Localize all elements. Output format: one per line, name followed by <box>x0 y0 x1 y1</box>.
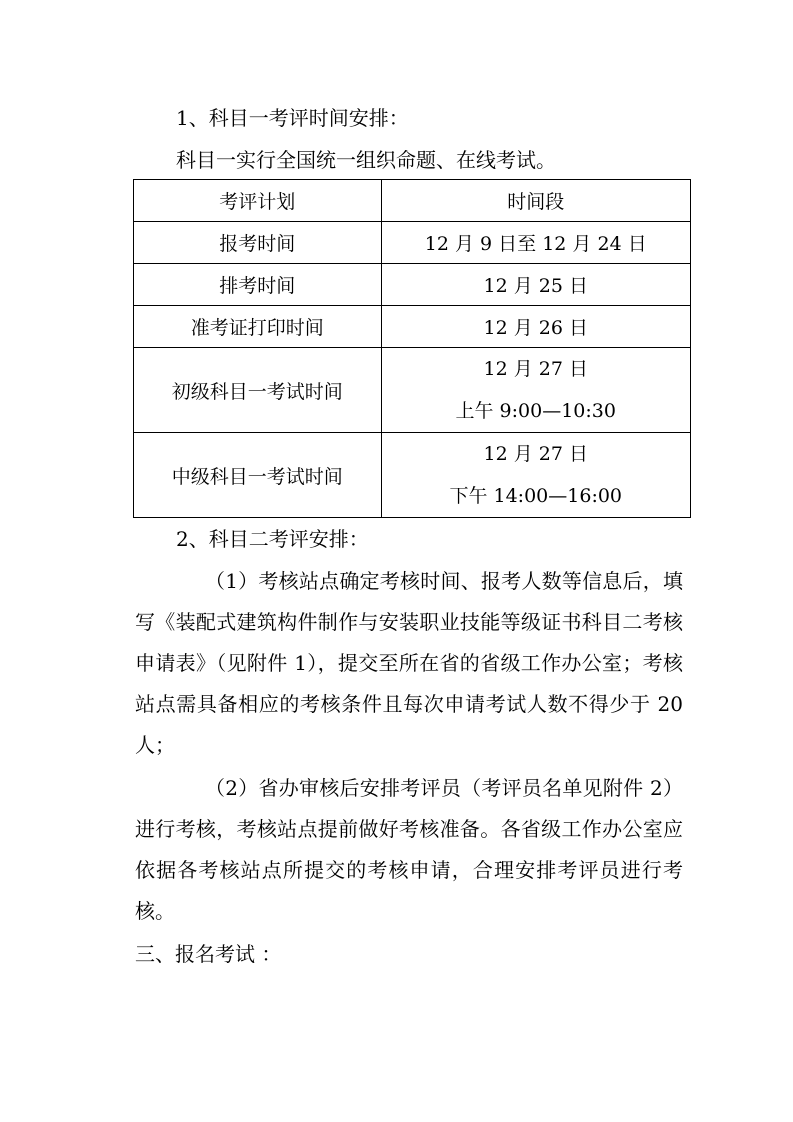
schedule-table <box>133 179 691 518</box>
section2-paragraph-2: （2）省办审核后安排考评员（考评员名单见附件 2）进行考核，考核站点提前做好考核准备。各省级工作办公室应依据各考核站点所提交的考核申请，合理安排考评员进行考核。 <box>135 776 683 923</box>
section3-heading: 三、报名考试 ： <box>135 942 282 966</box>
period-time: 上午 9:00—10:30 <box>455 400 616 422</box>
row-label: 报考时间 <box>134 222 382 264</box>
row-period <box>381 348 690 433</box>
row-period <box>381 433 690 518</box>
header-plan: 考评计划 <box>134 180 382 222</box>
row-label: 中级科目一考试时间 <box>134 433 382 518</box>
row-label: 准考证打印时间 <box>134 306 382 348</box>
table-header-row <box>134 180 691 222</box>
row-label: 排考时间 <box>134 264 382 306</box>
section1-heading: 1、科目一考评时间安排： <box>176 106 409 130</box>
period-time: 下午 14:00—16:00 <box>449 485 623 507</box>
row-period: 12 月 26 日 <box>381 306 690 348</box>
table-row <box>134 348 691 433</box>
row-period: 12 月 9 日至 12 月 24 日 <box>381 222 690 264</box>
section1-intro: 科目一实行全国统一组织命题、在线考试。 <box>176 148 556 172</box>
header-period: 时间段 <box>381 180 690 222</box>
table-row <box>134 222 691 264</box>
table-row <box>134 433 691 518</box>
period-date: 12 月 27 日 <box>483 443 588 465</box>
section2-heading: 2、科目二考评安排： <box>176 527 369 551</box>
row-period: 12 月 25 日 <box>381 264 690 306</box>
table-row <box>134 264 691 306</box>
section2-paragraph-1: （1）考核站点确定考核时间、报考人数等信息后，填写《装配式建筑构件制作与安装职业技能等级证书科目二考核申请表》（见附件 1），提交至所在省的省级工作办公室；考核站点需具备相应的考核条件且每次申请考试人数不得少于 20 人； <box>135 569 683 757</box>
table-row <box>134 306 691 348</box>
row-label: 初级科目一考试时间 <box>134 348 382 433</box>
period-date: 12 月 27 日 <box>483 358 588 380</box>
